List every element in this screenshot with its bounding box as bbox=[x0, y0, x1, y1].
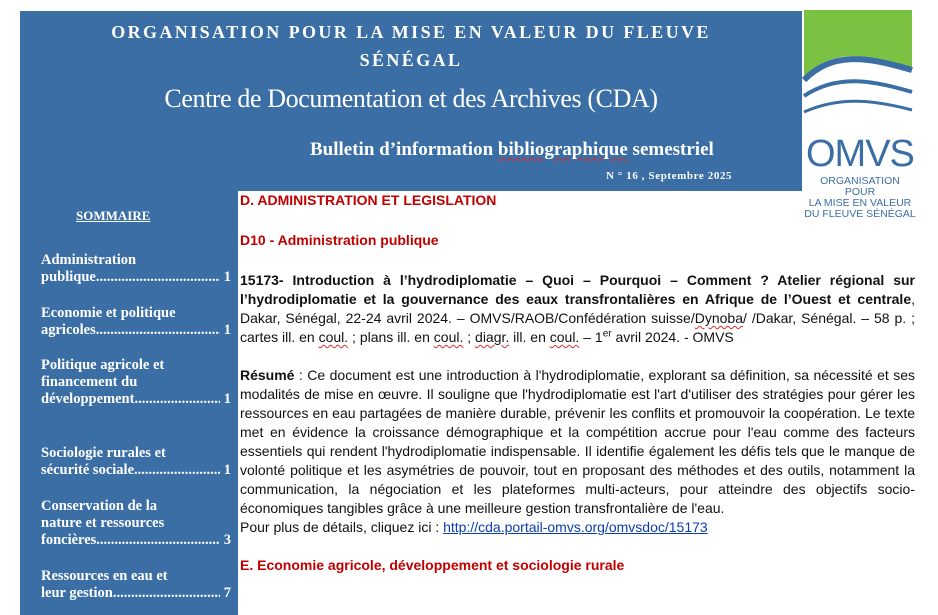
bulletin-prefix: Bulletin d’information bbox=[310, 139, 498, 160]
entry-reference: , Dakar, Sénégal, 22-24 avril 2024. – OMVS/RAOB/Confédération suisse/ bbox=[240, 291, 915, 326]
toc-leader bbox=[134, 462, 220, 479]
toc-line: Sociologie rurales et bbox=[41, 445, 166, 461]
cda-title: Centre de Documentation et des Archives (CDA) bbox=[164, 84, 658, 113]
toc-line: Conservation de la bbox=[41, 498, 157, 514]
omvs-subtitle-line1: ORGANISATION POUR bbox=[820, 175, 900, 198]
toc-line: leur gestion bbox=[41, 585, 113, 601]
omvs-subtitle-line3: DU FLEUVE SÉNÉGAL bbox=[804, 208, 916, 220]
toc-item-administration[interactable] bbox=[41, 252, 231, 286]
entry-reference: coul. bbox=[549, 329, 580, 345]
toc-line: nature et ressources bbox=[41, 515, 165, 531]
section-heading-d: D. ADMINISTRATION ET LEGISLATION bbox=[240, 192, 497, 208]
details-line bbox=[240, 518, 915, 537]
omvs-brand: OMVS bbox=[806, 133, 914, 175]
toc-page: 1 bbox=[223, 462, 231, 478]
toc-leader bbox=[96, 532, 219, 549]
toc-leader bbox=[96, 322, 220, 339]
resume-paragraph bbox=[240, 366, 915, 518]
document-body bbox=[240, 191, 915, 575]
entry-title: 15173- Introduction à l’hydrodiplomatie – Quoi – Pourquoi – Comment ? Atelier régional sur l’hydrodiplomatie et la gouvernance des eaux transfrontalières en Afrique de l’Ouest et centrale bbox=[240, 272, 915, 307]
toc-line: Administration bbox=[41, 252, 137, 268]
entry-reference: avril 2024. - OMVS bbox=[611, 329, 734, 345]
entry-reference: ill. en bbox=[509, 329, 550, 345]
toc-line: publique bbox=[41, 269, 96, 285]
toc-line: sécurité sociale bbox=[41, 462, 135, 478]
organization-title bbox=[20, 18, 802, 74]
toc-line: Ressources en eau et bbox=[41, 568, 168, 584]
entry-reference: diagr. bbox=[475, 329, 510, 345]
toc-line: développement bbox=[41, 391, 135, 407]
toc-item-sociologie[interactable] bbox=[41, 445, 231, 479]
toc-line: Economie et politique bbox=[41, 305, 176, 321]
omvs-logo bbox=[802, 8, 916, 220]
omvs-subtitle-line2: LA MISE EN VALEUR bbox=[808, 197, 912, 209]
entry-reference: ; plans ill. en bbox=[348, 329, 434, 345]
entry-reference: / /Dakar, Sénégal. – 58 p. ; cartes ill. en bbox=[240, 310, 915, 345]
entry-reference: er bbox=[602, 328, 612, 340]
issue-number: N ° 16 , Septembre 2025 bbox=[606, 170, 733, 182]
entry-reference: – 1 bbox=[579, 329, 603, 345]
org-title-line1: ORGANISATION POUR LA MISE EN VALEUR DU FLEUVE bbox=[111, 22, 711, 42]
toc-leader bbox=[96, 269, 220, 286]
resume-label: Résumé bbox=[240, 367, 295, 383]
toc-line: financement du bbox=[41, 374, 138, 390]
toc-page: 1 bbox=[223, 269, 231, 285]
section-heading-e: E. Economie agricole, développement et sociologie rurale bbox=[240, 557, 625, 573]
entry-reference: ; bbox=[463, 329, 476, 345]
entry-reference: coul. bbox=[318, 329, 349, 345]
details-label: Pour plus de détails, cliquez ici : bbox=[240, 519, 444, 535]
toc-item-economie[interactable] bbox=[41, 305, 231, 339]
org-title-line2: SÉNÉGAL bbox=[359, 50, 463, 70]
toc-item-conservation[interactable] bbox=[41, 498, 231, 549]
bulletin-suffix: semestriel bbox=[627, 139, 714, 160]
details-link[interactable]: http://cda.portail-omvs.org/omvsdoc/15173 bbox=[443, 519, 708, 535]
bulletin-word: bibliographique bbox=[497, 139, 628, 160]
toc-leader bbox=[134, 391, 219, 408]
resume-text: : Ce document est une introduction à l'hydrodiplomatie, explorant sa définition, sa nécessité et ses modalités de mise en œuvre. Il souligne que l'hydrodiplomatie est l'art d'utiliser des stratégies pour gérer les ressources en eau partagées de manière durable, prévenir les conflits et promouvoir la coopération. Le texte met en évidence la croissance démographique et la compétition accrue pour l'eau comme des facteurs essentiels qui rendent l'hydrodiplomatie indispensable. Il identifie également les défis tels que le manque de volonté politique et les asymétries de pouvoir, tout en proposant des méthodes et des outils, notamment la communication, la négociation et les plateformes multi-acteurs, pour atteindre des objectifs socio-économiques tangibles grâce à une meilleure gestion transfrontalière de l'eau. bbox=[240, 367, 915, 516]
subsection-heading-d10: D10 - Administration publique bbox=[240, 232, 439, 248]
toc-page: 1 bbox=[223, 322, 231, 338]
toc-line: foncières bbox=[41, 532, 97, 548]
toc-line: Politique agricole et bbox=[41, 357, 165, 373]
entry-reference: coul. bbox=[433, 329, 464, 345]
toc-item-politique[interactable] bbox=[41, 357, 231, 408]
toc-page: 7 bbox=[223, 585, 231, 601]
toc-page: 1 bbox=[223, 391, 231, 407]
toc-line: agricoles bbox=[41, 322, 96, 338]
toc-leader bbox=[113, 585, 220, 602]
omvs-wave-emblem bbox=[802, 8, 914, 134]
toc-page: 3 bbox=[223, 532, 231, 548]
bibliographic-entry bbox=[240, 271, 915, 347]
entry-reference: Dynoba bbox=[694, 310, 743, 326]
toc-item-ressources-eau[interactable] bbox=[41, 568, 231, 602]
sommaire-heading: SOMMAIRE bbox=[76, 208, 151, 223]
bulletin-title bbox=[310, 139, 714, 161]
